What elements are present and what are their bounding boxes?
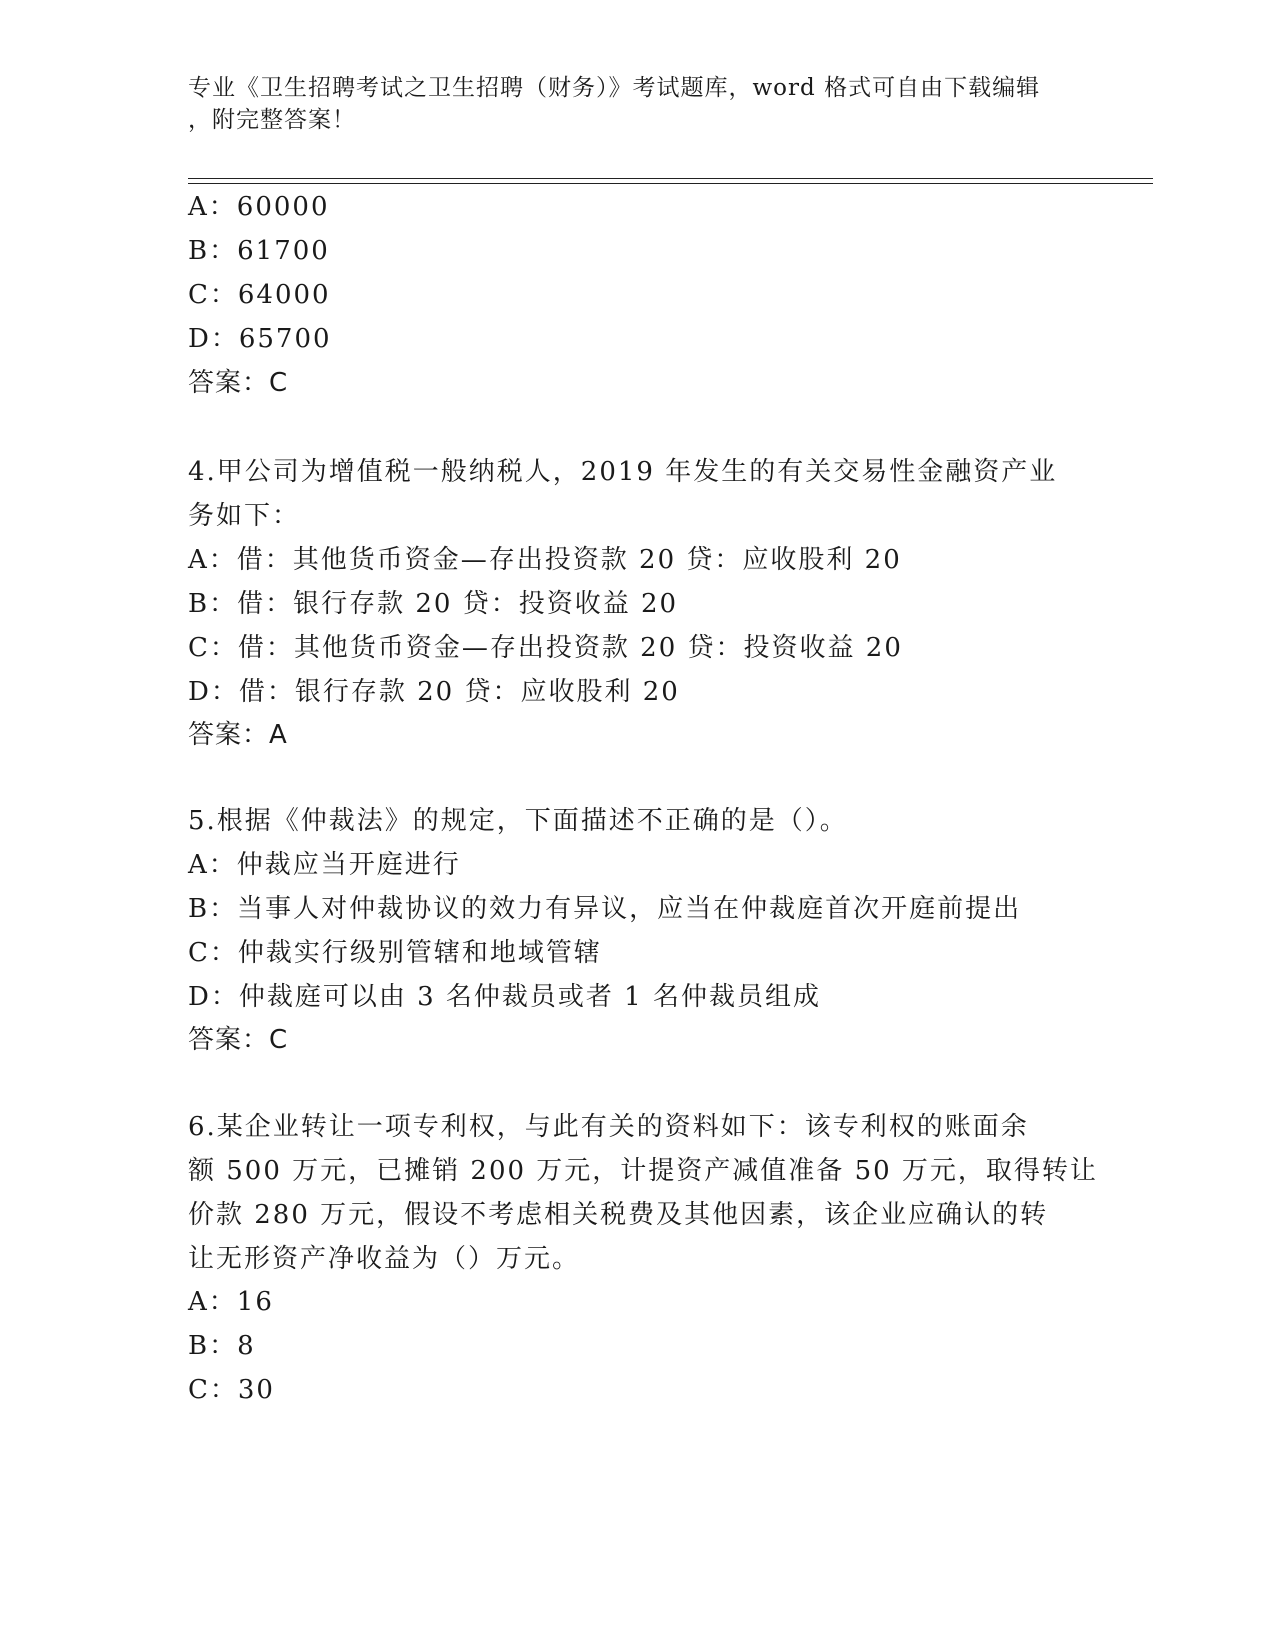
q4-option-c: C：借：其他货币资金—存出投资款 20 贷：投资收益 20 [188,633,903,663]
document-header [188,72,1068,136]
q3-option-a: A：60000 [188,192,330,222]
q3-option-b: B：61700 [188,236,330,266]
q4-option-a: A：借：其他货币资金—存出投资款 20 贷：应收股利 20 [188,545,902,575]
q3-answer: 答案：C [188,368,289,398]
q6-stem-line-1: 6.某企业转让一项专利权，与此有关的资料如下：该专利权的账面余 [188,1112,1029,1142]
q6-option-a: A：16 [188,1287,274,1317]
q5-answer: 答案：C [188,1025,289,1055]
q6-stem-line-4: 让无形资产净收益为（）万元。 [188,1244,581,1274]
header-divider-bottom [188,183,1153,184]
q5-stem: 5.根据《仲裁法》的规定，下面描述不正确的是（）。 [188,806,848,836]
header-line-1: 专业《卫生招聘考试之卫生招聘（财务）》考试题库，word 格式可自由下载编辑 [188,75,1041,101]
q6-option-c: C：30 [188,1375,275,1405]
header-divider-top [188,178,1153,179]
q3-option-c: C：64000 [188,280,331,310]
q6-stem-line-3: 价款 280 万元，假设不考虑相关税费及其他因素，该企业应确认的转 [188,1200,1049,1230]
header-line-2: ，附完整答案！ [188,107,356,133]
q5-option-a: A：仲裁应当开庭进行 [188,850,461,880]
q4-option-d: D：借：银行存款 20 贷：应收股利 20 [188,677,680,707]
q5-option-b: B：当事人对仲裁协议的效力有异议，应当在仲裁庭首次开庭前提出 [188,894,1022,924]
q5-option-c: C：仲裁实行级别管辖和地域管辖 [188,938,602,968]
q3-option-d: D：65700 [188,324,332,354]
q6-option-b: B：8 [188,1331,256,1361]
q4-stem-line-1: 4.甲公司为增值税一般纳税人，2019 年发生的有关交易性金融资产业 [188,457,1058,487]
q4-option-b: B：借：银行存款 20 贷：投资收益 20 [188,589,679,619]
q4-answer: 答案：A [188,720,288,750]
q5-option-d: D：仲裁庭可以由 3 名仲裁员或者 1 名仲裁员组成 [188,982,821,1012]
q6-stem-line-2: 额 500 万元，已摊销 200 万元，计提资产减值准备 50 万元，取得转让 [188,1156,1098,1186]
q4-stem-line-2: 务如下： [188,501,301,531]
